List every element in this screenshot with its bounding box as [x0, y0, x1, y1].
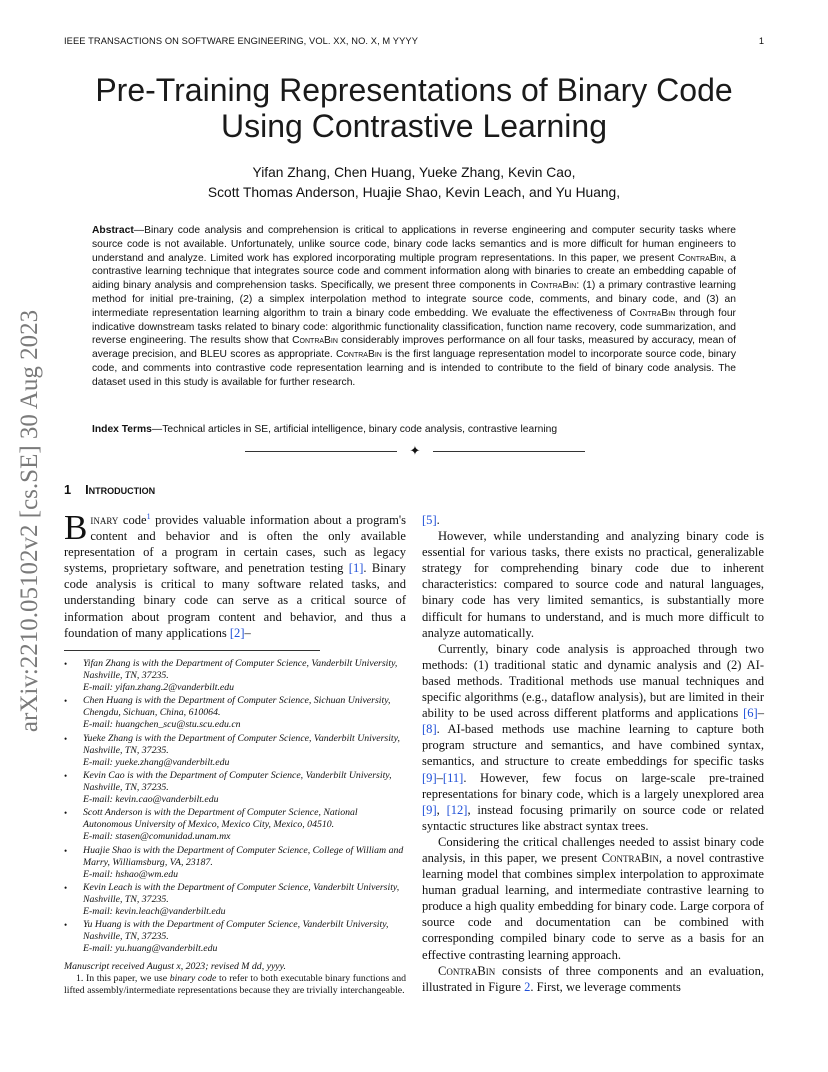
text: . However, few focus on large-scale pre-trained representations for binary code, which is a largely unexplored area — [422, 770, 764, 801]
affiliation-item — [64, 882, 406, 918]
text: binary code — [169, 973, 217, 984]
left-column — [64, 508, 407, 641]
citation-link[interactable]: [9] — [422, 802, 437, 817]
email: E-mail: huangchen_scu@stu.scu.edu.cn — [83, 719, 241, 731]
method-name: ContraBin — [336, 349, 382, 361]
method-name: ContraBin — [530, 280, 577, 292]
arxiv-stamp — [8, 286, 52, 756]
citation-link[interactable]: [9] — [422, 770, 437, 785]
affiliation-text: Kevin Leach is with the Department of Computer Science, Vanderbilt University, Nashville, TN, 37235. — [83, 881, 400, 906]
section-number: 1 — [64, 482, 72, 497]
affiliation-item — [64, 733, 406, 769]
title-line-1: Pre-Training Representations of Binary Code — [95, 72, 733, 108]
email: E-mail: stasen@comunidad.unam.mx — [83, 831, 231, 843]
email: E-mail: kevin.cao@vanderbilt.edu — [83, 794, 219, 806]
affiliation-item — [64, 770, 406, 806]
intro-continuation — [422, 512, 764, 528]
text: provides valuable information about a program's content and behavior and is often the only available representation of a program in certain cases, such as legacy systems, proprietary software, and penetration testing — [64, 513, 407, 576]
affiliation-item — [64, 658, 406, 694]
text: – — [757, 706, 764, 721]
author-list — [64, 163, 764, 203]
bullet-icon: • — [64, 882, 68, 893]
section-title: Introduction — [85, 482, 156, 497]
text: – — [244, 625, 251, 640]
text: to refer to both executable binary functions and lifted assembly/intermediate representations because they are trivially interchangeable. — [64, 973, 406, 997]
text: , — [436, 802, 447, 817]
affiliation-text: Chen Huang is with the Department of Computer Science, Sichuan University, Chengdu, Sichuan, China, 610064. — [83, 695, 391, 719]
abstract — [92, 224, 736, 390]
text: code — [118, 513, 147, 527]
abstract-label: Abstract — [92, 225, 134, 236]
section-divider — [245, 444, 585, 460]
text: Considering the critical challenges needed to assist binary code analysis, in this paper, we present — [422, 834, 764, 865]
text: , instead focusing primarily on source code or related syntactic structures like abstract syntax trees. — [422, 802, 764, 833]
affiliation-item — [64, 807, 406, 843]
running-header: IEEE TRANSACTIONS ON SOFTWARE ENGINEERING, VOL. XX, NO. X, M YYYY — [64, 36, 418, 46]
abstract-text-6: is the first language representation model to incorporate source code, binary code, and comments into contrastive code representation learning and is intended to contribute to the field of binary code analysis. The dataset used in this study is available for further research. — [92, 349, 737, 388]
affiliation-list — [64, 658, 406, 955]
paper-title — [64, 72, 764, 144]
citation-link[interactable]: [12] — [446, 802, 468, 817]
arxiv-id-text: arXiv:2210.05102v2 [cs.SE] 30 Aug 2023 — [16, 309, 43, 733]
affiliation-text: Yueke Zhang is with the Department of Computer Science, Vanderbilt University, Nashville, TN, 37235. — [83, 732, 400, 756]
abstract-text-5: considerably improves performance on all four tasks, measured by accuracy, mean of average precision, and BLEU scores as appropriate. — [92, 335, 736, 361]
bullet-icon: • — [64, 845, 68, 856]
citation-link[interactable]: [1] — [348, 561, 364, 576]
intro-paragraph-3 — [422, 641, 764, 834]
bullet-icon: • — [64, 659, 68, 669]
affiliation-text: Scott Anderson is with the Department of Computer Science, National Autonomous University of Mexico, Mexico City, Mexico, 04510. — [83, 807, 358, 831]
abstract-dash: — — [133, 225, 145, 236]
email: E-mail: yueke.zhang@vanderbilt.edu — [83, 756, 230, 768]
text: , a novel contrastive learning model that combines simplex interpolation to approximate human gradual learning, and intermediate contrastive learning to produce a high quality embedding for binary code. Large corpora of source code and documentation can be combined with corresponding compiled binary code to serve as a basis for an effective contrasting learning approach. — [422, 850, 764, 962]
bullet-icon: • — [64, 696, 68, 707]
method-name: ContraBin — [438, 963, 496, 978]
method-name: ContraBin — [292, 335, 338, 347]
figure-link[interactable]: 2 — [524, 979, 531, 994]
affiliation-text: Kevin Cao is with the Department of Computer Science, Vanderbilt University, Nashville, TN, 37235. — [83, 769, 392, 794]
citation-link[interactable]: [2] — [229, 625, 245, 640]
bullet-icon: • — [64, 733, 68, 744]
right-column — [422, 512, 764, 995]
section-heading — [64, 482, 155, 497]
intro-paragraph-5 — [422, 963, 764, 995]
text: – — [436, 770, 443, 785]
email: E-mail: yifan.zhang.2@vanderbilt.edu — [83, 682, 235, 694]
author-affiliations — [64, 658, 406, 957]
email: E-mail: kevin.leach@vanderbilt.edu — [83, 906, 226, 918]
title-line-2: Using Contrastive Learning — [221, 108, 607, 144]
text: Currently, binary code analysis is approached through two methods: (1) traditional static and dynamic analysis and (2) AI-based methods. Traditional methods use manual techniques and specific algorithms (e.g., dataflow analysis), but are limited in their ability to be used across different platforms and applications — [422, 641, 764, 721]
method-name: ContraBin — [677, 252, 724, 264]
citation-link[interactable]: [8] — [422, 722, 437, 737]
footnote-ref-link[interactable]: 1 — [146, 511, 151, 521]
index-terms-label: Index Terms — [92, 424, 152, 435]
footnote-1 — [64, 973, 406, 997]
citation-link[interactable]: [5] — [422, 513, 437, 527]
page-number: 1 — [758, 36, 764, 46]
intro-paragraph-4 — [422, 834, 764, 963]
text: . First, we leverage comments — [530, 979, 681, 994]
affiliation-text: Huajie Shao is with the Department of Computer Science, College of William and Marry, Williamsburg, VA, 23187. — [83, 844, 404, 868]
text: . AI-based methods use machine learning to capture both program structure and semantics, and have combined syntax, semantics, and structure to create embeddings for specific tasks — [422, 722, 764, 769]
first-word-rest: inary — [90, 513, 119, 527]
abstract-text-4: through four indicative downstream tasks related to binary code: algorithmic functionality classification, function name recovery, code summarization, and reverse engineering. The results show that — [92, 307, 736, 347]
bullet-icon: • — [64, 808, 68, 819]
affiliation-text: Yifan Zhang is with the Department of Computer Science, Vanderbilt University, Nashville, TN, 37235. — [83, 658, 398, 682]
text: In this paper, we use — [83, 973, 170, 984]
method-name: ContraBin — [601, 850, 659, 865]
affiliation-item — [64, 845, 406, 881]
method-name: ContraBin — [629, 307, 676, 319]
divider-diamond-icon: ✦ — [409, 443, 421, 458]
text: consists of three components and an evaluation, illustrated in Figure — [422, 963, 764, 994]
footnote-rule — [64, 650, 320, 651]
affiliation-item — [64, 695, 406, 731]
bullet-icon: • — [64, 920, 68, 931]
abstract-text-1: Binary code analysis and comprehension is critical to applications in reverse engineering and computer security tasks where source code is not available. Unfortunately, unlike source code, binary code lacks semantics and is more difficult for human engineers to understand and analyze. Limited work has explored incorporating multiple program representations. In this paper, we present — [92, 225, 736, 264]
citation-link[interactable]: [6] — [743, 706, 758, 721]
email: E-mail: yu.huang@vanderbilt.edu — [83, 943, 218, 955]
text: . Binary code analysis is critical to many software related tasks, and understanding binary code can serve as a critical source of information about program content and behavior, and thus a foundation of many applications — [64, 561, 406, 640]
text: . — [436, 513, 440, 527]
drop-cap: B — [64, 508, 88, 547]
affiliation-item — [64, 919, 406, 955]
email: E-mail: hshao@wm.edu — [83, 868, 178, 880]
manuscript-note: Manuscript received August x, 2023; revised M dd, yyyy. — [64, 961, 286, 972]
citation-link[interactable]: [11] — [442, 770, 464, 785]
bullet-icon: • — [64, 770, 68, 781]
abstract-text-2: , a contrastive learning technique that integrates source code and comment information along with binaries to create an embedding capable of aiding binary analysis and comprehension tasks. Specifically, we present three components in — [92, 252, 736, 292]
intro-paragraph-2: However, while understanding and analyzing binary code is essential for various tasks, there exists no practical, generalizable strategy for comprehending binary code due to inherent characteristics: compared to source code and natural languages, binary code has very limited semantics, is substantially more difficult for humans to understand, and is much more difficult to analyze automatically. — [422, 529, 764, 640]
footnote-number: 1. — [76, 973, 84, 984]
intro-paragraph-1 — [64, 508, 407, 641]
abstract-text-3: : (1) a primary contrastive learning method for initial pre-training, (2) a simplex interpolation method to integrate source code, comments, and binary code, and (3) an intermediate representation learning algorithm to train a binary code embedding. We evaluate the effectiveness of — [92, 280, 736, 319]
index-terms — [92, 423, 736, 437]
authors-line-1: Yifan Zhang, Chen Huang, Yueke Zhang, Kevin Cao, — [252, 165, 576, 180]
affiliation-text: Yu Huang is with the Department of Computer Science, Vanderbilt University, Nashville, TN, 37235. — [83, 919, 389, 943]
index-terms-text: —Technical articles in SE, artificial intelligence, binary code analysis, contrastive learning — [151, 424, 558, 435]
authors-line-2: Scott Thomas Anderson, Huajie Shao, Kevin Leach, and Yu Huang, — [207, 185, 621, 200]
